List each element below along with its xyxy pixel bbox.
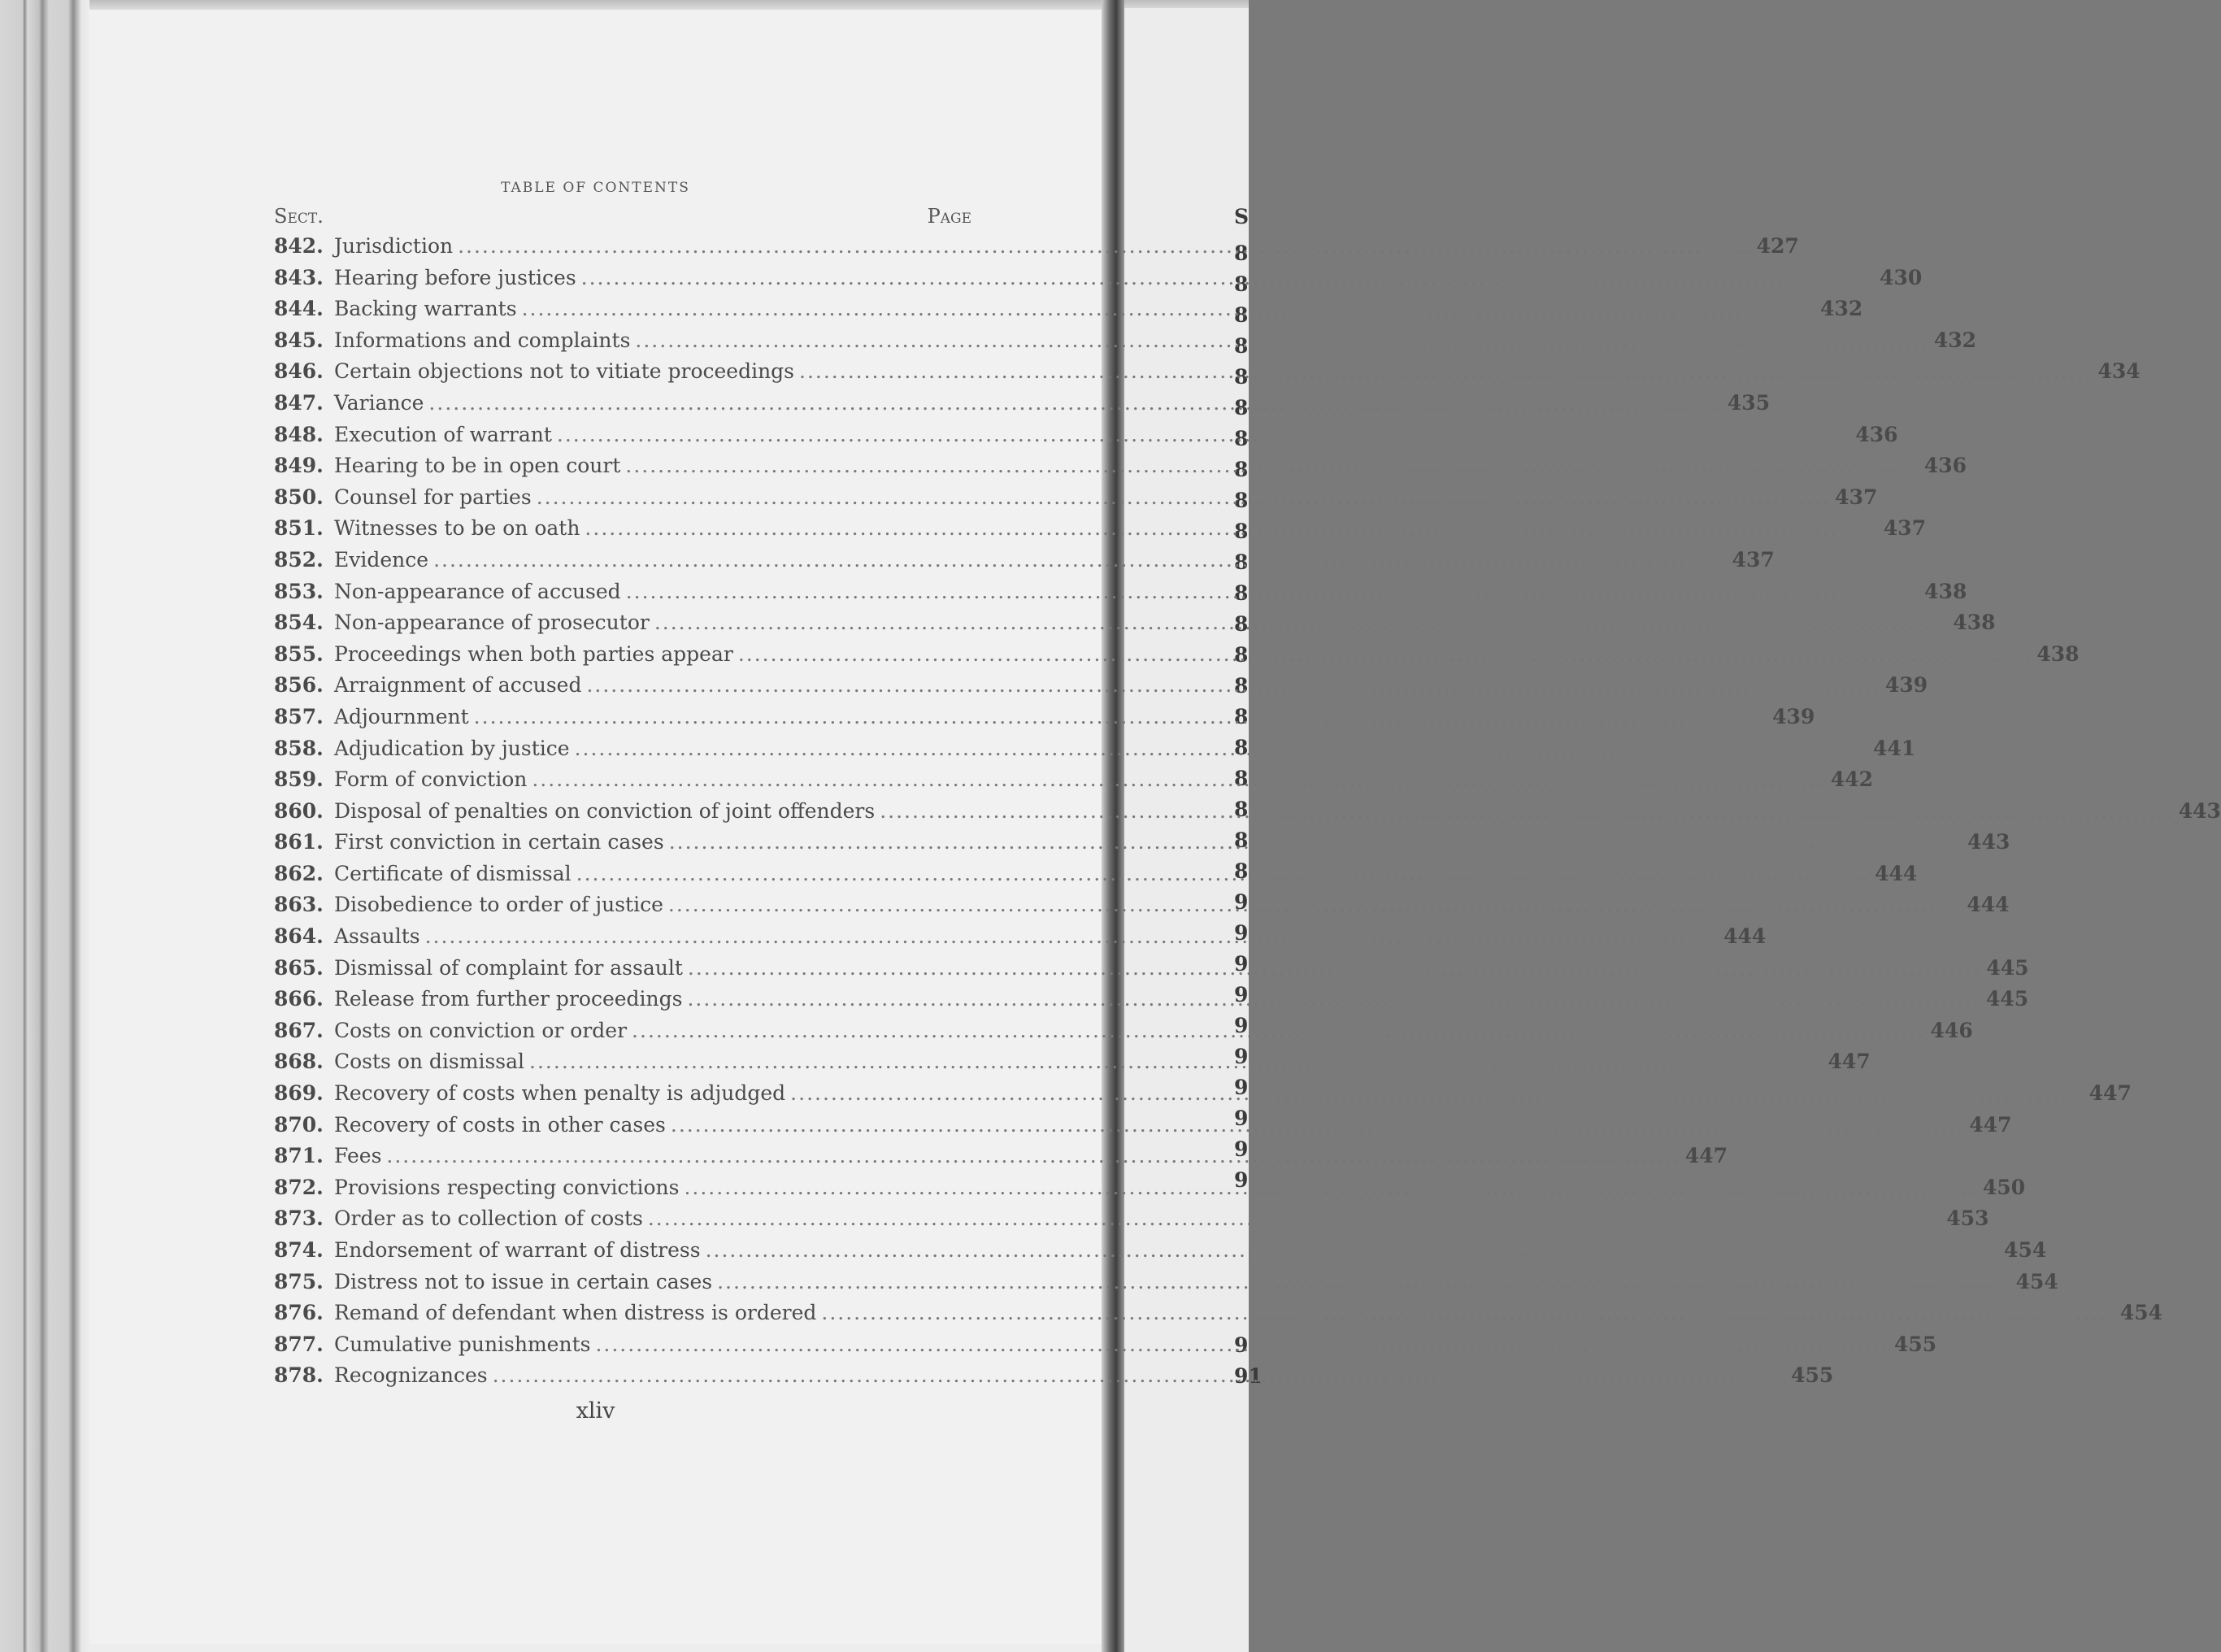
toc-entry-title: Costs on dismissal — [334, 1050, 525, 1074]
toc-entry-page: 447 — [2088, 1081, 2132, 1106]
dot-leader — [428, 388, 1722, 420]
toc-column-headers — [274, 202, 971, 231]
toc-entry-title: Informations and complaints — [334, 328, 631, 352]
dot-leader — [706, 1235, 1999, 1267]
dot-leader — [717, 1267, 2010, 1298]
adjacent-page-fragment: 9 — [1234, 1045, 1249, 1068]
toc-entry-page: 437 — [1883, 516, 1927, 541]
page-folio: xliv — [576, 1398, 615, 1424]
toc-entry — [274, 1267, 2058, 1298]
toc-entry-title: Non-appearance of prosecutor — [334, 611, 650, 635]
dot-leader — [648, 1203, 1941, 1235]
toc-entry-page: 432 — [1933, 328, 1977, 352]
toc-entry-title: Disposal of penalties on conviction of joint offenders — [334, 798, 876, 823]
adjacent-page-fragment: 8 — [1234, 674, 1249, 698]
toc-entry — [274, 231, 1799, 263]
toc-entry-section: 866. — [274, 987, 324, 1011]
toc-entry-title: Non-appearance of accused — [334, 579, 621, 603]
adjacent-page-fragment: 9 — [1234, 890, 1249, 914]
toc-entry-section: 850. — [274, 485, 324, 509]
toc-entry — [274, 1329, 1937, 1361]
dot-leader — [688, 953, 1981, 985]
toc-entry-title: Cumulative punishments — [334, 1332, 591, 1356]
toc-entry — [274, 984, 2029, 1015]
toc-entry-title: Distress not to issue in certain cases — [334, 1269, 713, 1293]
toc-entry — [274, 1110, 2012, 1141]
dot-leader — [586, 670, 1880, 702]
toc-entry-page: 439 — [1884, 673, 1928, 698]
toc-entry-section: 843. — [274, 265, 324, 289]
toc-entry — [274, 889, 2010, 921]
toc-entry — [274, 702, 1815, 733]
adjacent-page-fragment: 8 — [1234, 458, 1249, 481]
dot-leader — [671, 1110, 1964, 1141]
dot-leader — [529, 1046, 1823, 1078]
toc-entry-page: 427 — [1756, 234, 1799, 258]
toc-entry-title: Release from further proceedings — [334, 987, 683, 1011]
dot-leader — [522, 293, 1815, 325]
toc-entry-page: 442 — [1830, 767, 1874, 792]
toc-entry-title: First conviction in certain cases — [334, 830, 664, 854]
toc-entry-section: 842. — [274, 234, 324, 258]
dot-leader — [532, 764, 1825, 796]
dot-leader — [880, 796, 2173, 828]
toc-entry-section: 875. — [274, 1269, 324, 1293]
toc-entry-section: 867. — [274, 1018, 324, 1042]
dot-leader — [626, 576, 1919, 608]
toc-entry-section: 876. — [274, 1301, 324, 1325]
toc-entry — [274, 921, 1767, 953]
toc-entry-section: 856. — [274, 673, 324, 698]
toc-entry-page: 455 — [1893, 1332, 1937, 1356]
toc-entry-title: Recovery of costs when penalty is adjudged — [334, 1081, 786, 1106]
dot-leader — [635, 325, 1928, 357]
adjacent-page-fragment: 8 — [1234, 427, 1249, 450]
toc-entry — [274, 1203, 1989, 1235]
dot-leader — [625, 450, 1919, 482]
toc-entry-title: Arraignment of accused — [334, 673, 582, 698]
toc-entry-title: Order as to collection of costs — [334, 1206, 643, 1231]
toc-entry-section: 859. — [274, 767, 324, 792]
toc-entry-section: 855. — [274, 641, 324, 666]
adjacent-page-fragment: 8 — [1234, 767, 1249, 790]
toc-entry-section: 846. — [274, 359, 324, 384]
toc-entry-section: 874. — [274, 1238, 324, 1262]
adjacent-page-fragment: 8 — [1234, 489, 1249, 512]
adjacent-page-fragment: 9 — [1234, 983, 1249, 1006]
toc-entry — [274, 639, 2080, 671]
toc-entry-page: 436 — [1855, 422, 1898, 446]
dot-leader — [668, 889, 1962, 921]
toc-entry-page: 447 — [1969, 1112, 2012, 1137]
toc-entry-page: 430 — [1880, 265, 1923, 289]
dot-leader — [669, 827, 1962, 859]
toc-entry-section: 862. — [274, 861, 324, 885]
toc-entry — [274, 1235, 2047, 1267]
toc-entry-page: 435 — [1727, 390, 1771, 415]
toc-entry-page: 454 — [2015, 1269, 2058, 1293]
dot-leader — [493, 1360, 1786, 1392]
adjacent-page-fragment: 8 — [1234, 643, 1249, 667]
dot-leader — [799, 356, 2093, 388]
toc-entry — [274, 764, 1874, 796]
toc-entry — [274, 859, 1918, 890]
toc-entry-page: 441 — [1873, 736, 1916, 760]
adjacent-page-fragment: 8 — [1234, 396, 1249, 420]
toc-entry-page: 443 — [1967, 830, 2010, 854]
toc-entry — [274, 827, 2010, 859]
toc-entry-title: Variance — [334, 390, 424, 415]
toc-entry-section: 869. — [274, 1081, 324, 1106]
toc-entry-page: 445 — [1986, 955, 2029, 980]
dot-leader — [458, 231, 1751, 263]
toc-entry-page: 444 — [1875, 861, 1918, 885]
toc-entry-title: Fees — [334, 1144, 382, 1168]
dot-leader — [790, 1078, 2084, 1110]
adjacent-page-fragment: 8 — [1234, 798, 1249, 821]
toc-entry-page: 445 — [1985, 987, 2029, 1011]
dot-leader — [576, 859, 1870, 890]
adjacent-page-fragment: 8 — [1234, 612, 1249, 636]
toc-entry — [274, 670, 1928, 702]
adjacent-page-fragment: 9 — [1234, 952, 1249, 976]
toc-entry-page: 454 — [2119, 1301, 2163, 1325]
toc-entry-page: 436 — [1923, 454, 1967, 478]
toc-entry — [274, 1141, 1728, 1172]
toc-entry — [274, 607, 1996, 639]
page-column-header: Page — [927, 205, 971, 228]
adjacent-page-fragment: 8 — [1234, 705, 1249, 728]
dot-leader — [537, 482, 1830, 514]
adjacent-page-fragment: 8 — [1234, 365, 1249, 389]
toc-entry-section: 860. — [274, 798, 324, 823]
toc-entry — [274, 420, 1898, 451]
dot-leader — [684, 1172, 1977, 1204]
dot-leader — [632, 1015, 1925, 1047]
toc-entry-page: 447 — [1828, 1050, 1871, 1074]
adjacent-page-fragment: 9 — [1234, 1137, 1249, 1161]
book-edge-left — [0, 0, 89, 1652]
toc-entry-section: 871. — [274, 1144, 324, 1168]
dot-leader — [687, 984, 1980, 1015]
toc-entry-page: 450 — [1982, 1175, 2026, 1199]
toc-entry-title: Costs on conviction or order — [334, 1018, 628, 1042]
adjacent-page-fragment: 9 — [1234, 1014, 1249, 1037]
toc-entry — [274, 293, 1863, 325]
toc-entry-page: 439 — [1772, 704, 1815, 728]
toc-entry-title: Backing warrants — [334, 297, 517, 321]
dot-leader — [585, 513, 1878, 545]
toc-entry-section: 863. — [274, 893, 324, 917]
adjacent-page-fragment: 91 — [1234, 1364, 1263, 1388]
toc-entry — [274, 953, 2029, 985]
section-column-header: Sect. — [274, 205, 324, 228]
toc-entry-title: Witnesses to be on oath — [334, 516, 580, 541]
toc-entry — [274, 450, 1967, 482]
toc-entry-section: 872. — [274, 1175, 324, 1199]
toc-entry — [274, 388, 1771, 420]
toc-entry — [274, 1015, 1973, 1047]
toc-entry — [274, 356, 2141, 388]
toc-entry-page: 437 — [1835, 485, 1878, 509]
toc-entry-page: 437 — [1732, 547, 1775, 572]
toc-entry-page: 434 — [2097, 359, 2141, 384]
toc-entry-page: 446 — [1930, 1018, 1973, 1042]
dot-leader — [557, 420, 1850, 451]
dot-leader — [595, 1329, 1889, 1361]
toc-entry-page: 432 — [1820, 297, 1863, 321]
adjacent-page-fragment: S — [1234, 205, 1250, 228]
toc-entry-section: 870. — [274, 1112, 324, 1137]
toc-entry-section: 844. — [274, 297, 324, 321]
toc-entry-page: 444 — [1967, 893, 2010, 917]
toc-entry-section: 851. — [274, 516, 324, 541]
toc-entry-section: 847. — [274, 390, 324, 415]
toc-entry — [274, 325, 1977, 357]
adjacent-page-fragment: 8 — [1234, 303, 1249, 327]
dot-leader — [821, 1298, 2115, 1329]
toc-entry-title: Disobedience to order of justice — [334, 893, 663, 917]
toc-entry-title: Form of conviction — [334, 767, 528, 792]
toc-entry — [274, 576, 1967, 608]
toc-entry-title: Assaults — [334, 924, 420, 949]
toc-entry-title: Recognizances — [334, 1363, 488, 1388]
dot-leader — [575, 733, 1868, 765]
toc-entry-page: 438 — [1953, 611, 1996, 635]
toc-entry — [274, 513, 1927, 545]
toc-entry-title: Certain objections not to vitiate proceedings — [334, 359, 795, 384]
dot-leader — [474, 702, 1767, 733]
toc-entry-section: 864. — [274, 924, 324, 949]
toc-entry-section: 858. — [274, 736, 324, 760]
toc-entry-title: Remand of defendant when distress is ordered — [334, 1301, 817, 1325]
toc-entry-section: 845. — [274, 328, 324, 352]
toc-entry-section: 877. — [274, 1332, 324, 1356]
toc-entry-title: Adjudication by justice — [334, 736, 570, 760]
toc-entry-page: 455 — [1791, 1363, 1834, 1388]
toc-entry-title: Execution of warrant — [334, 422, 552, 446]
toc-entry-title: Counsel for parties — [334, 485, 532, 509]
adjacent-page-fragment: 8 — [1234, 272, 1249, 296]
adjacent-page-fragment: 8 — [1234, 550, 1249, 574]
adjacent-page-fragment: 8 — [1234, 241, 1249, 265]
dot-leader — [433, 545, 1727, 576]
toc-entry-section: 878. — [274, 1363, 324, 1388]
toc-entry-title: Certificate of dismissal — [334, 861, 572, 885]
toc-entry-page: 453 — [1946, 1206, 1989, 1231]
toc-entry-section: 873. — [274, 1206, 324, 1231]
toc-entry-title: Hearing before justices — [334, 265, 576, 289]
toc-entry-section: 848. — [274, 422, 324, 446]
dot-leader — [654, 607, 1948, 639]
adjacent-page-fragment: 9 — [1234, 1168, 1249, 1192]
toc-entry-title: Provisions respecting convictions — [334, 1175, 680, 1199]
toc-entry-page: 438 — [2036, 641, 2080, 666]
toc-entry-title: Dismissal of complaint for assault — [334, 955, 683, 980]
toc-entry-section: 854. — [274, 611, 324, 635]
toc-entry — [274, 1172, 2026, 1204]
toc-entry-page: 438 — [1924, 579, 1967, 603]
toc-entry — [274, 545, 1775, 576]
toc-entry-page: 447 — [1684, 1144, 1728, 1168]
toc-entry — [274, 1298, 2163, 1329]
toc-entry-title: Hearing to be in open court — [334, 454, 621, 478]
toc-entry-title: Evidence — [334, 547, 429, 572]
dot-leader — [386, 1141, 1680, 1172]
dot-leader — [738, 639, 2032, 671]
dot-leader — [425, 921, 1719, 953]
toc-entry-section: 868. — [274, 1050, 324, 1074]
toc-entry — [274, 482, 1878, 514]
toc-entry-title: Recovery of costs in other cases — [334, 1112, 666, 1137]
adjacent-page-fragment: 8 — [1234, 828, 1249, 852]
adjacent-page-fragment: 8 — [1234, 334, 1249, 358]
toc-entry-title: Jurisdiction — [334, 234, 454, 258]
toc-entry — [274, 1046, 1871, 1078]
adjacent-page-fragment: 8 — [1234, 859, 1249, 883]
toc-entry-title: Proceedings when both parties appear — [334, 641, 733, 666]
toc-entry — [274, 263, 1923, 294]
adjacent-page-fragment: 8 — [1234, 736, 1249, 759]
toc-entry-section: 849. — [274, 454, 324, 478]
toc-entry-section: 865. — [274, 955, 324, 980]
running-head: TABLE OF CONTENTS — [501, 180, 690, 196]
adjacent-page-fragment: 8 — [1234, 581, 1249, 605]
adjacent-page-fragment: 9 — [1234, 1076, 1249, 1099]
toc-entry-section: 861. — [274, 830, 324, 854]
toc-entry — [274, 733, 1916, 765]
toc-entry-page: 454 — [2004, 1238, 2047, 1262]
adjacent-page-fragment: 9 — [1234, 1106, 1249, 1130]
toc-entry-title: Adjournment — [334, 704, 469, 728]
toc-entry — [274, 1078, 2132, 1110]
toc-entry-page: 443 — [2178, 798, 2221, 823]
toc-entry-section: 852. — [274, 547, 324, 572]
toc-entry — [274, 796, 2221, 828]
toc-entry-section: 853. — [274, 579, 324, 603]
adjacent-page-fragment: 8 — [1234, 520, 1249, 543]
toc-entry-title: Endorsement of warrant of distress — [334, 1238, 701, 1262]
adjacent-page-fragment: 9 — [1234, 921, 1249, 945]
adjacent-page-fragment: 9 — [1234, 1333, 1249, 1357]
dot-leader — [581, 263, 1875, 294]
toc-entry-page: 444 — [1723, 924, 1767, 949]
toc-entry-section: 857. — [274, 704, 324, 728]
